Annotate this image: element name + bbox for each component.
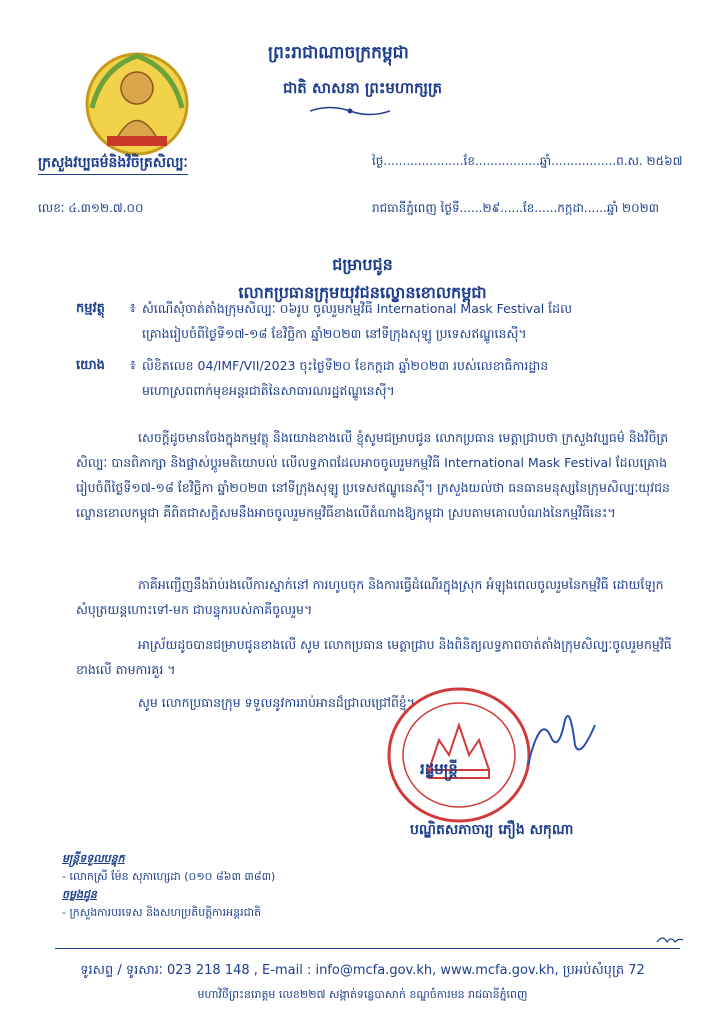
signatory-title: រដ្ឋមន្ត្រី <box>420 760 458 778</box>
kingdom-title: ព្រះរាជាណាចក្រកម្ពុជា <box>268 43 409 63</box>
officer-contact: - លោកស្រី ម៉ែន សុភាហ្សេដា (០១០ ៨៦៣ ៣៨៣) <box>62 870 276 883</box>
reference-colon: ៖ <box>130 358 136 373</box>
ministry-name: ក្រសួងវប្បធម៌និងវិចិត្រសិល្បៈ <box>38 153 188 175</box>
subject-line-2: គ្រោងរៀបចំពីថ្ងៃទី១៧-១៨ ខែវិច្ឆិកា ឆ្នាំ២០២៣ នៅទីក្រុងសុឡូ ប្រទេសឥណ្ឌូនេស៊ី។ <box>142 326 527 341</box>
ministry-logo <box>82 48 192 160</box>
reference-line-2: មហោស្រពពាក់មុខអន្តរជាតិនៃសាធារណរដ្ឋឥណ្ឌូនេស៊ី។ <box>142 383 395 398</box>
body-paragraph-2: ភាគីអញ្ជើញនឹងរ៉ាប់រងលើការស្នាក់នៅ ការហូបចុក និងការធ្វើដំណើរក្នុងស្រុក អំឡុងពេលចូលរួមនៃកម្មវិធី ដោយឡែក សំបុត្រយន្តហោះទៅ-មក ជាបន្ទុករបស់ភាគីចូលរួម។ <box>76 577 664 617</box>
cc-heading: ចម្លងជូន <box>62 888 97 901</box>
subject-colon: ៖ <box>130 301 136 316</box>
body-paragraph-3: អាស្រ័យដូចបានជម្រាបជូនខាងលើ សូម លោកប្រធាន មេត្តាជ្រាប និងពិនិត្យលទ្ធភាពចាត់តាំងក្រុមសិល្បៈចូលរួមកម្មវិធីខាងលើ តាមការគួរ ។ <box>76 637 672 677</box>
ornament-divider <box>310 104 390 118</box>
city-date: រាជធានីភ្នំពេញ ថ្ងៃទី......២៩......ខែ......កក្កដា......ឆ្នាំ ២០២៣ <box>372 201 659 215</box>
official-seal <box>385 685 533 825</box>
footer-contact: ទូរសព្ទ / ទូរសារៈ 023 218 148 , E-mail : info@mcfa.gov.kh, www.mcfa.gov.kh, ប្រអប់សំបុត្រ 72 <box>80 963 645 978</box>
subject-text <box>142 296 677 346</box>
page-initials-mark <box>655 932 685 946</box>
cc-recipient: - ក្រសួងការបរទេស និងសហប្រតិបត្តិការអន្តរជាតិ <box>62 906 262 919</box>
reference-text <box>142 353 677 403</box>
footer-divider <box>55 948 680 949</box>
reference-label: យោង <box>76 358 105 373</box>
reference-number: លេខៈ ៤.៣១២.៧.០០ <box>38 201 144 215</box>
footer-address: មហាវិថីព្រះនរោត្តម លេខ២២៧ សង្កាត់ទន្លេបាសាក់ ខណ្ឌចំការមន រាជធានីភ្នំពេញ <box>197 988 528 1001</box>
handwritten-signature <box>520 705 600 775</box>
subject-label: កម្មវត្ថុ <box>76 301 105 316</box>
body-paragraph-1: សេចក្ដីដូចមានចែងក្នុងកម្មវត្ថុ និងយោងខាងលើ ខ្ញុំសូមជម្រាបជូន លោកប្រធាន មេត្តាជ្រាបថា ក្រសួងវប្បធម៌ និងវិចិត្រសិល្បៈ បានពិភាក្សា និងផ្លាស់ប្ដូរមតិយោបល់ លើលទ្ធភាពដែលអាចចូលរួមកម្មវិធី International Mask Festival ដែលគ្រោងរៀបចំពីថ្ងៃទី១៧-១៨ ខែវិច្ឆិកា ឆ្នាំ២០២៣ នៅទីក្រុងសុឡូ ប្រទេសឥណ្ឌូនេស៊ី។ ក្រសួងយល់ថា ធនធានមនុស្សនៃក្រុមសិល្បៈយុវជនល្ខោនខោលកម្ពុជា គឺពិតជាសក្ដិសមនឹងអាចចូលរួមកម្មវិធីខាងលើតំណាងឱ្យកម្ពុជា ស្របតាមគោលបំណងនៃកម្មវិធីនេះ។ <box>76 430 670 520</box>
signatory-name: បណ្ឌិតសភាចារ្យ ភឿង សកុណា <box>410 822 574 838</box>
officer-heading: មន្ត្រីទទួលបន្ទុក <box>62 852 125 865</box>
recipient: លោកប្រធានក្រុមយុវជនល្ខោនខោលកម្ពុជា <box>238 283 487 302</box>
subject-line-1: សំណើសុំចាត់តាំងក្រុមសិល្បៈ ០៦រូប ចូលរួមកម្មវិធី International Mask Festival ដែល <box>142 301 572 316</box>
closing-line: សូម លោកប្រធានក្រុម ទទួលនូវការរាប់អានដ៏ជ្រាលជ្រៅពីខ្ញុំ។ <box>138 695 416 710</box>
salutation: ជម្រាបជូន <box>332 255 393 274</box>
lunar-date: ថ្ងៃ.....................ខែ.................ឆ្នាំ.................ព.ស. ២៥៦៧ <box>372 154 683 168</box>
national-motto: ជាតិ សាសនា ព្រះមហាក្សត្រ <box>283 79 442 97</box>
reference-line-1: លិខិតលេខ 04/IMF/VII/2023 ចុះថ្ងៃទី២០ ខែកក្កដា ឆ្នាំ២០២៣ របស់លេខាធិការដ្ឋាន <box>142 358 549 373</box>
